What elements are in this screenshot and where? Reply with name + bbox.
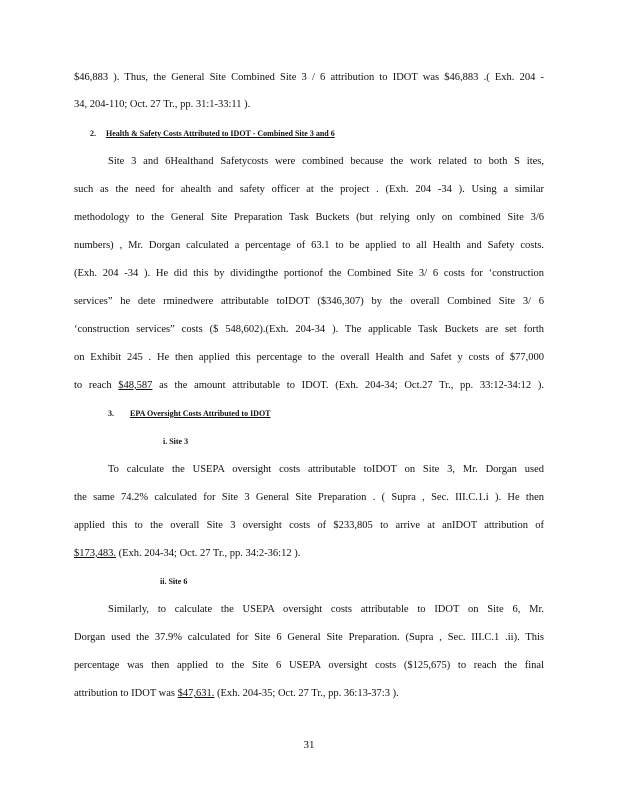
underlined-amount: $173,483.: [74, 548, 116, 559]
heading-number: 3.: [108, 409, 114, 418]
paragraph-line: To calculate the USEPA oversight costs attributable toIDOT on Site 3, Mr. Dorgan used: [108, 464, 544, 475]
page-number: 31: [303, 739, 315, 751]
heading-title: EPA Oversight Costs Attributed to IDOT: [130, 409, 271, 418]
paragraph-line: Similarly, to calculate the USEPA oversight costs attributable to IDOT on Site 6, Mr.: [108, 604, 544, 615]
paragraph-line: 34, 204-110; Oct. 27 Tr., pp. 31:1-33:11 ).: [74, 99, 251, 110]
paragraph-line: Dorgan used the 37.9% calculated for Site 6 General Site Preparation. (Supra , Sec. III.C.1 .ii). This: [74, 632, 544, 643]
heading-title: Health & Safety Costs Attributed to IDOT - Combined Site 3 and 6: [106, 129, 335, 138]
paragraph-line: $173,483. (Exh. 204-34; Oct. 27 Tr., pp. 34:2-36:12 ).: [74, 548, 301, 559]
paragraph-line: the same 74.2% calculated for Site 3 General Site Preparation . ( Supra , Sec. III.C.1.i ). He then: [74, 492, 544, 503]
paragraph-line: Site 3 and 6Healthand Safetycosts were combined because the work related to both S ites,: [108, 156, 544, 167]
paragraph-line: services” he dete rminedwere attributable toIDOT ($346,307) by the overall Combined Site 3/ 6: [74, 296, 544, 307]
underlined-amount: $47,631.: [177, 688, 215, 699]
paragraph-line: numbers) , Mr. Dorgan calculated a percentage of 63.1 to be applied to all Health and Safety costs.: [74, 240, 544, 251]
paragraph-line: $46,883 ). Thus, the General Site Combined Site 3 / 6 attribution to IDOT was $46,883 .( Exh. 204 -: [74, 72, 544, 83]
paragraph-line: percentage was then applied to the Site 6 USEPA oversight costs ($125,675) to reach the final: [74, 660, 544, 671]
section-heading-health-safety: [90, 129, 335, 138]
paragraph-line: to reach $48,587 as the amount attributable to IDOT. (Exh. 204-34; Oct.27 Tr., pp. 33:12-34:12 ).: [74, 380, 544, 391]
paragraph-line: attribution to IDOT was $47,631. (Exh. 204-35; Oct. 27 Tr., pp. 36:13-37:3 ).: [74, 688, 399, 699]
paragraph-line: ‘construction services” costs ($ 548,602).(Exh. 204-34 ). The applicable Task Buckets are set forth: [74, 324, 544, 335]
paragraph-line: on Exhibit 245 . He then applied this percentage to the overall Health and Safet y costs of $77,000: [74, 352, 544, 363]
subheading-site-6: ii. Site 6: [160, 577, 188, 586]
section-heading-epa-oversight: [108, 409, 271, 418]
paragraph-line: applied this to the overall Site 3 oversight costs of $233,805 to arrive at anIDOT attribution of: [74, 520, 544, 531]
paragraph-line: methodology to the General Site Preparation Task Buckets (but relying only on combined Site 3/6: [74, 212, 544, 223]
underlined-amount: $48,587: [118, 380, 153, 391]
heading-number: 2.: [90, 129, 96, 138]
paragraph-line: such as the need for ahealth and safety officer at the project . (Exh. 204 -34 ). Using a similar: [74, 184, 544, 195]
paragraph-line: (Exh. 204 -34 ). He did this by dividingthe portionof the Combined Site 3/ 6 costs for ‘construction: [74, 268, 544, 279]
subheading-site-3: i. Site 3: [163, 437, 189, 446]
